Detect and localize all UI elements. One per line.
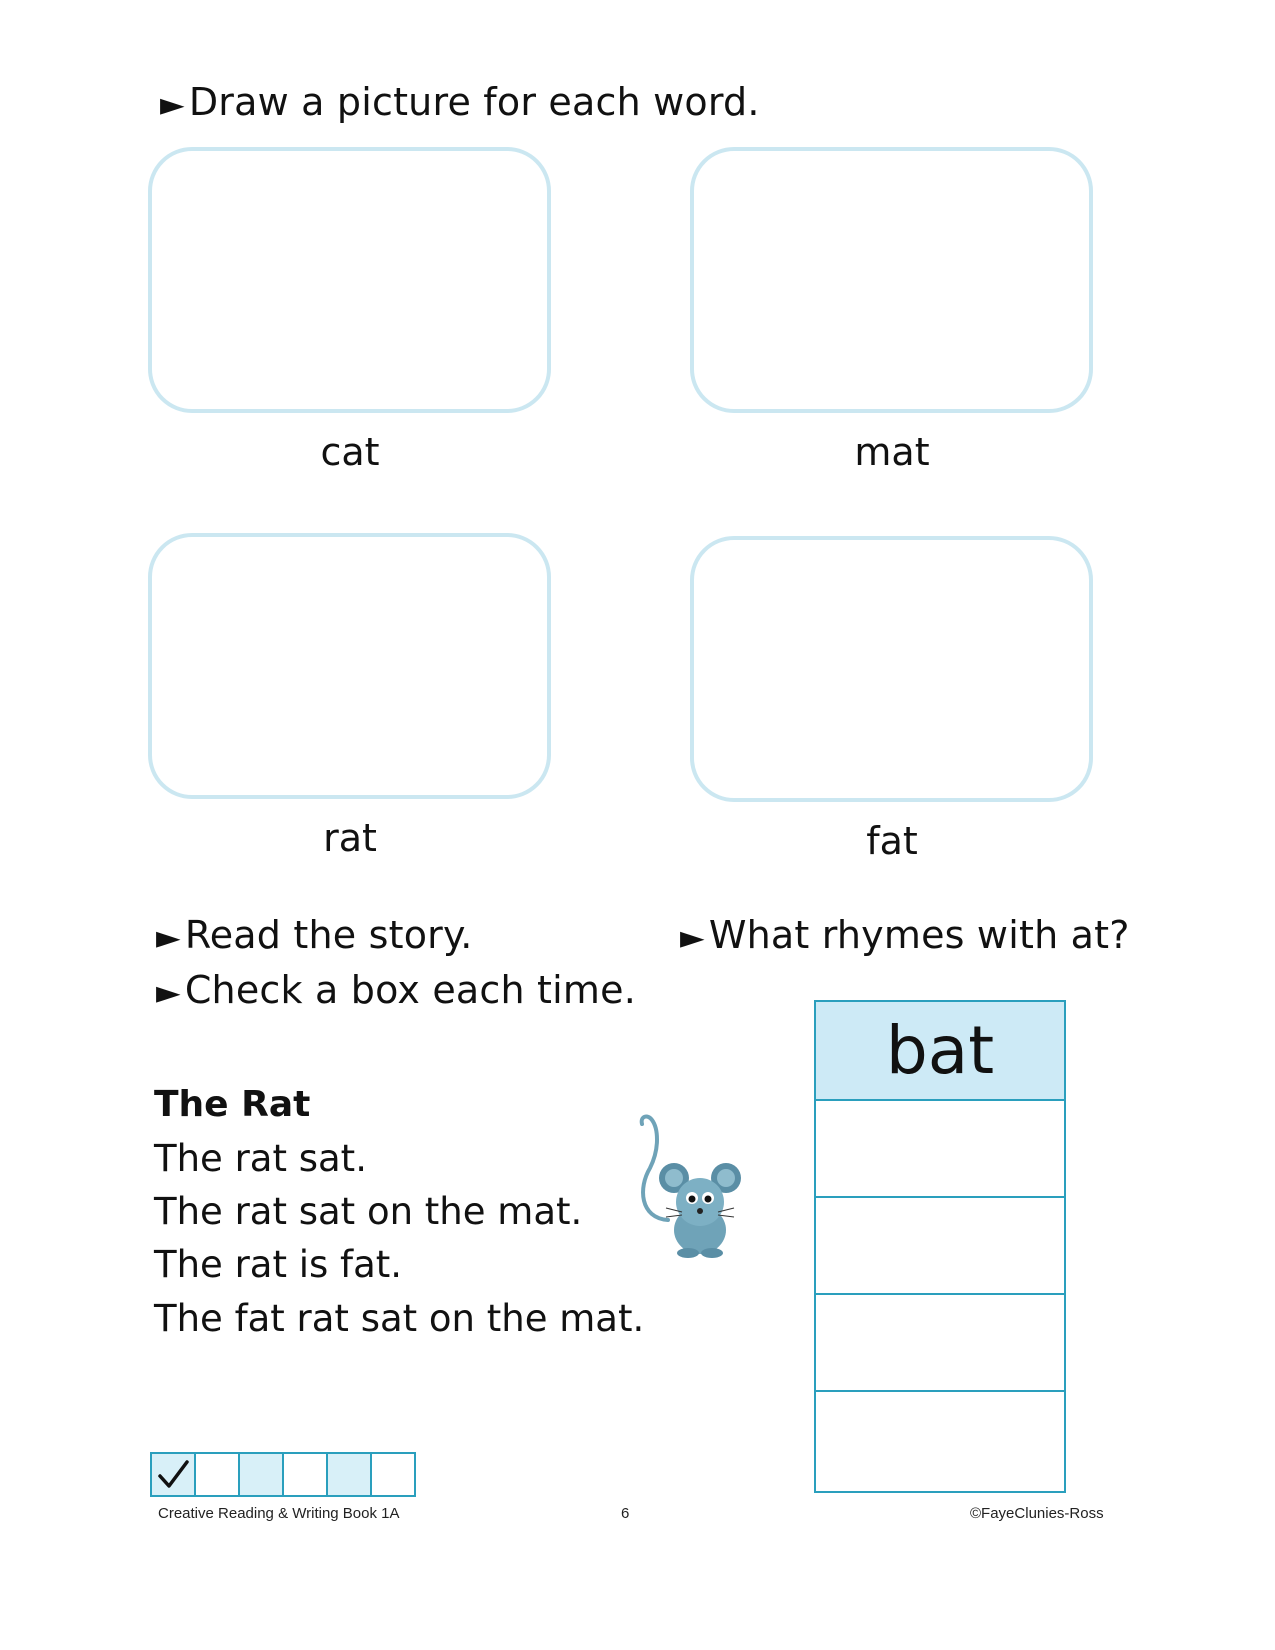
story-line: The rat sat.: [154, 1137, 367, 1180]
drawing-box-mat[interactable]: [690, 147, 1093, 413]
rhyme-answer-row[interactable]: [816, 1198, 1064, 1295]
drawing-box-rat[interactable]: [148, 533, 551, 799]
word-label-rat: rat: [323, 816, 377, 860]
rhyme-instruction: [680, 913, 1130, 957]
story-line: The fat rat sat on the mat.: [154, 1297, 645, 1340]
word-label-fat: fat: [866, 819, 918, 863]
drawing-box-cat[interactable]: [148, 147, 551, 413]
read-instruction: [156, 913, 473, 957]
rhyme-answer-row[interactable]: [816, 1392, 1064, 1484]
rhyme-instruction-text: What rhymes with at?: [708, 913, 1130, 957]
story-line: The rat sat on the mat.: [154, 1190, 583, 1233]
story-line: The rat is fat.: [154, 1243, 403, 1286]
draw-instruction: [160, 80, 760, 124]
word-label-cat: cat: [320, 430, 380, 474]
footer-copyright: ©FayeClunies-Ross: [970, 1505, 1104, 1522]
read-instruction-text: Read the story.: [184, 913, 473, 957]
arrow-icon: ►: [156, 918, 181, 956]
arrow-icon: ►: [680, 918, 705, 956]
page-number: 6: [621, 1505, 630, 1522]
story-title: The Rat: [154, 1084, 311, 1125]
reading-checkbox[interactable]: [328, 1454, 372, 1495]
check-instruction: [156, 968, 636, 1012]
rhyme-table-header: bat: [816, 1002, 1064, 1101]
rhyme-table: [814, 1000, 1066, 1493]
reading-checkbox[interactable]: [196, 1454, 240, 1495]
footer-book-title: Creative Reading & Writing Book 1A: [158, 1505, 400, 1522]
mouse-illustration: [630, 1108, 750, 1258]
draw-instruction-text: Draw a picture for each word.: [188, 80, 760, 124]
reading-checkbox[interactable]: [284, 1454, 328, 1495]
reading-checkbox[interactable]: [372, 1454, 414, 1495]
rhyme-answer-row[interactable]: [816, 1101, 1064, 1198]
reading-checkbox[interactable]: [152, 1454, 196, 1495]
arrow-icon: ►: [160, 85, 185, 123]
rhyme-answer-row[interactable]: [816, 1295, 1064, 1392]
check-instruction-text: Check a box each time.: [184, 968, 636, 1012]
arrow-icon: ►: [156, 973, 181, 1011]
drawing-box-fat[interactable]: [690, 536, 1093, 802]
word-label-mat: mat: [854, 430, 930, 474]
reading-checkbox[interactable]: [240, 1454, 284, 1495]
checkmark-icon: [156, 1458, 190, 1492]
reading-checkboxes: [150, 1452, 416, 1497]
